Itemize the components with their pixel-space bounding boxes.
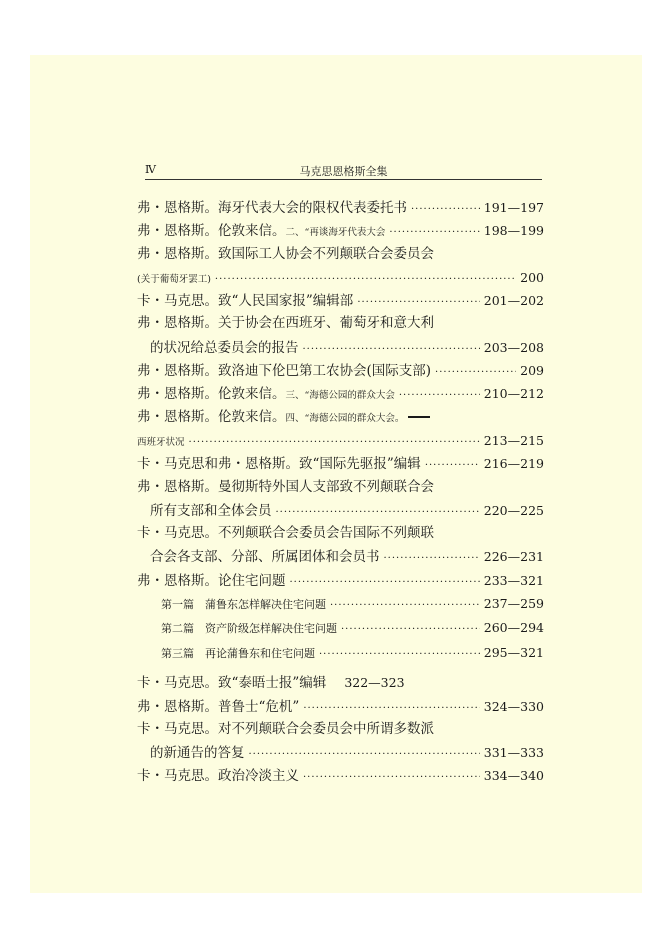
toc-pages: 210—212 — [483, 386, 544, 402]
toc-subentry — [137, 592, 544, 616]
toc-pages: 295—321 — [483, 644, 544, 660]
toc-entry — [137, 452, 544, 475]
toc-entry — [137, 764, 544, 787]
toc-entry — [137, 569, 544, 592]
toc-entry — [137, 522, 544, 545]
toc-pages: 331—333 — [483, 745, 544, 761]
leader-dots — [330, 594, 480, 618]
toc-pages: 260—294 — [483, 620, 544, 636]
toc-title: 弗・恩格斯。致洛迪下伦巴第工农协会(国际支部) — [137, 363, 432, 380]
toc-entry — [137, 289, 544, 312]
toc-title: 卡・马克思。致“泰晤士报”编辑 — [137, 675, 327, 692]
leader-dots — [399, 384, 480, 407]
toc-title: 弗・恩格斯。致国际工人协会不列颠联合会委员会 — [137, 245, 434, 262]
toc-title: 第二篇 资产阶级怎样解决住宅问题 — [161, 622, 337, 636]
leader-dots — [215, 268, 516, 291]
leader-dots — [249, 743, 480, 766]
toc-entry — [137, 406, 544, 429]
toc-pages: 213—215 — [483, 432, 544, 448]
toc-entry — [137, 718, 544, 741]
toc-title: 弗・恩格斯。伦敦来信。三、“海德公园的群众大会 — [137, 386, 395, 403]
toc-entry-continued — [137, 336, 544, 359]
toc-title: 卡・马克思。对不列颠联合会委员会中所谓多数派 — [137, 720, 434, 737]
toc-subentry — [137, 616, 544, 640]
toc-title: 卡・马克思。致“人民国家报”编辑部 — [137, 293, 354, 310]
toc-title: 第三篇 再论蒲鲁东和住宅问题 — [161, 646, 315, 660]
toc-entry-continued — [137, 741, 544, 764]
table-of-contents — [137, 196, 544, 788]
running-header — [145, 159, 542, 180]
leader-dots — [384, 547, 480, 570]
em-dash-rule — [408, 416, 430, 418]
toc-subtitle: 四、“海德公园的群众大会。 — [285, 412, 405, 424]
page-numeral: Ⅳ — [145, 163, 156, 176]
toc-pages: 324—330 — [483, 698, 544, 714]
toc-entry — [137, 695, 544, 718]
toc-pages: 334—340 — [483, 768, 544, 784]
toc-entry-continued — [137, 266, 544, 289]
toc-entry — [137, 219, 544, 242]
toc-pages: 226—231 — [483, 549, 544, 565]
toc-title: 弗・恩格斯。海牙代表大会的限权代表委托书 — [137, 200, 407, 216]
leader-dots — [189, 431, 480, 454]
toc-title: 卡・马克思和弗・恩格斯。致“国际先驱报”编辑 — [137, 456, 421, 473]
toc-pages: 233—321 — [483, 572, 544, 588]
toc-entry-continued — [137, 545, 544, 568]
leader-dots — [276, 501, 480, 524]
toc-pages: 322—323 — [344, 675, 405, 691]
toc-subtitle: 二、“再谈海牙代表大会 — [285, 227, 386, 239]
toc-pages: 203—208 — [483, 339, 544, 355]
toc-pages: 200 — [520, 269, 544, 285]
toc-entry — [137, 382, 544, 405]
leader-dots — [389, 221, 479, 244]
toc-title: 弗・恩格斯。伦敦来信。二、“再谈海牙代表大会 — [137, 223, 386, 240]
toc-subtitle: 西班牙状况 — [137, 436, 185, 448]
toc-title: 弗・恩格斯。论住宅问题 — [137, 572, 286, 589]
toc-entry — [137, 359, 544, 382]
leader-dots — [303, 697, 479, 720]
toc-title: 弗・恩格斯。伦敦来信。四、“海德公园的群众大会。 — [137, 406, 430, 430]
leader-dots — [303, 338, 480, 361]
toc-pages: 201—202 — [483, 293, 544, 309]
toc-subtitle: (关于葡萄牙罢工) — [137, 273, 211, 285]
toc-entry — [137, 476, 544, 499]
toc-title: 卡・马克思。政治冷淡主义 — [137, 768, 299, 785]
toc-subentry — [137, 641, 544, 665]
toc-pages: 198—199 — [483, 223, 544, 239]
toc-entry-continued — [137, 499, 544, 522]
toc-subtitle: 三、“海德公园的群众大会 — [285, 390, 395, 402]
toc-title: 卡・马克思。不列颠联合会委员会告国际不列颠联 — [137, 525, 434, 542]
toc-pages: 220—225 — [483, 502, 544, 518]
book-title: 马克思恩格斯全集 — [299, 165, 388, 178]
leader-dots — [319, 643, 480, 667]
toc-title: 的状况给总委员会的报告 — [150, 339, 299, 356]
leader-dots — [435, 361, 516, 384]
toc-title: 弗・恩格斯。普鲁士“危机” — [137, 698, 300, 715]
toc-title: 合会各支部、分部、所属团体和会员书 — [150, 549, 380, 566]
leader-dots — [425, 454, 480, 477]
toc-entry — [137, 312, 544, 335]
toc-entry — [137, 243, 544, 266]
toc-entry — [137, 671, 544, 694]
toc-title — [137, 431, 185, 454]
toc-entry-continued — [137, 429, 544, 452]
toc-pages: 216—219 — [483, 456, 544, 472]
leader-dots — [290, 571, 480, 594]
toc-title: 所有支部和全体会员 — [150, 502, 272, 519]
toc-title — [137, 268, 211, 291]
leader-dots — [341, 618, 480, 642]
toc-title: 弗・恩格斯。关于协会在西班牙、葡萄牙和意大利 — [137, 315, 434, 332]
leader-dots — [357, 291, 479, 314]
toc-pages: 237—259 — [483, 596, 544, 612]
toc-title: 的新通告的答复 — [150, 745, 245, 762]
leader-dots — [411, 198, 480, 221]
toc-pages: 191—197 — [483, 200, 544, 215]
toc-title: 第一篇 蒲鲁东怎样解决住宅问题 — [161, 598, 326, 612]
toc-entry — [137, 196, 544, 219]
leader-dots — [303, 766, 480, 789]
toc-pages: 209 — [520, 363, 544, 379]
toc-title: 弗・恩格斯。曼彻斯特外国人支部致不列颠联合会 — [137, 478, 434, 495]
